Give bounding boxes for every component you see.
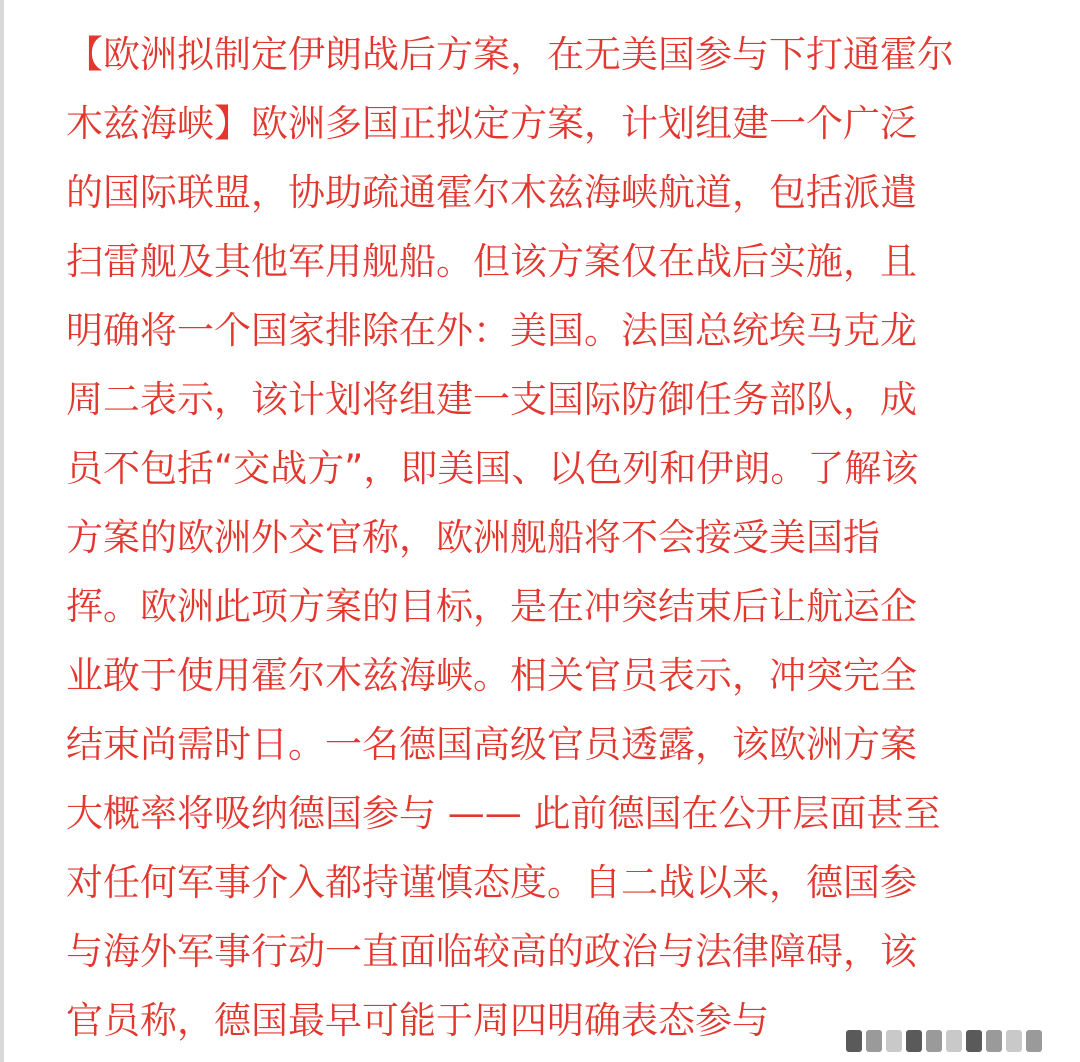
left-border (0, 0, 4, 1062)
watermark-glyph (966, 1030, 982, 1052)
watermark (846, 1024, 1076, 1058)
watermark-glyph (886, 1030, 902, 1052)
article-line: 对任何军事介入都持谨慎态度。自二战以来，德国参 (66, 861, 917, 904)
article-line: 挥。欧洲此项方案的目标，是在冲突结束后让航运企 (66, 585, 917, 628)
watermark-glyph (926, 1030, 942, 1052)
article-line: 业敢于使用霍尔木兹海峡。相关官员表示，冲突完全 (66, 654, 917, 697)
article-line: 扫雷舰及其他军用舰船。但该方案仅在战后实施，且 (66, 240, 917, 283)
news-article (66, 20, 1066, 1055)
article-line: 周二表示，该计划将组建一支国际防御任务部队，成 (66, 378, 917, 421)
article-line: 与海外军事行动一直面临较高的政治与法律障碍，该 (66, 930, 917, 973)
watermark-glyph (906, 1030, 922, 1052)
watermark-glyph (846, 1030, 862, 1052)
article-line: 方案的欧洲外交官称，欧洲舰船将不会接受美国指 (66, 516, 880, 559)
article-line: 大概率将吸纳德国参与 —— 此前德国在公开层面甚至 (66, 792, 941, 835)
article-line: 员不包括“交战方”，即美国、以色列和伊朗。了解该 (66, 447, 919, 490)
article-line: 的国际联盟，协助疏通霍尔木兹海峡航道，包括派遣 (66, 171, 917, 214)
watermark-glyph (866, 1030, 882, 1052)
watermark-glyph (946, 1030, 962, 1052)
article-line: 木兹海峡】欧洲多国正拟定方案，计划组建一个广泛 (66, 102, 917, 145)
article-line: 【欧洲拟制定伊朗战后方案，在无美国参与下打通霍尔 (66, 33, 954, 76)
article-line: 官员称，德国最早可能于周四明确表态参与 (66, 999, 769, 1042)
watermark-glyph (1026, 1030, 1042, 1052)
watermark-glyph (986, 1030, 1002, 1052)
watermark-glyph (1006, 1030, 1022, 1052)
article-line: 结束尚需时日。一名德国高级官员透露，该欧洲方案 (66, 723, 917, 766)
article-line: 明确将一个国家排除在外：美国。法国总统埃马克龙 (66, 309, 917, 352)
